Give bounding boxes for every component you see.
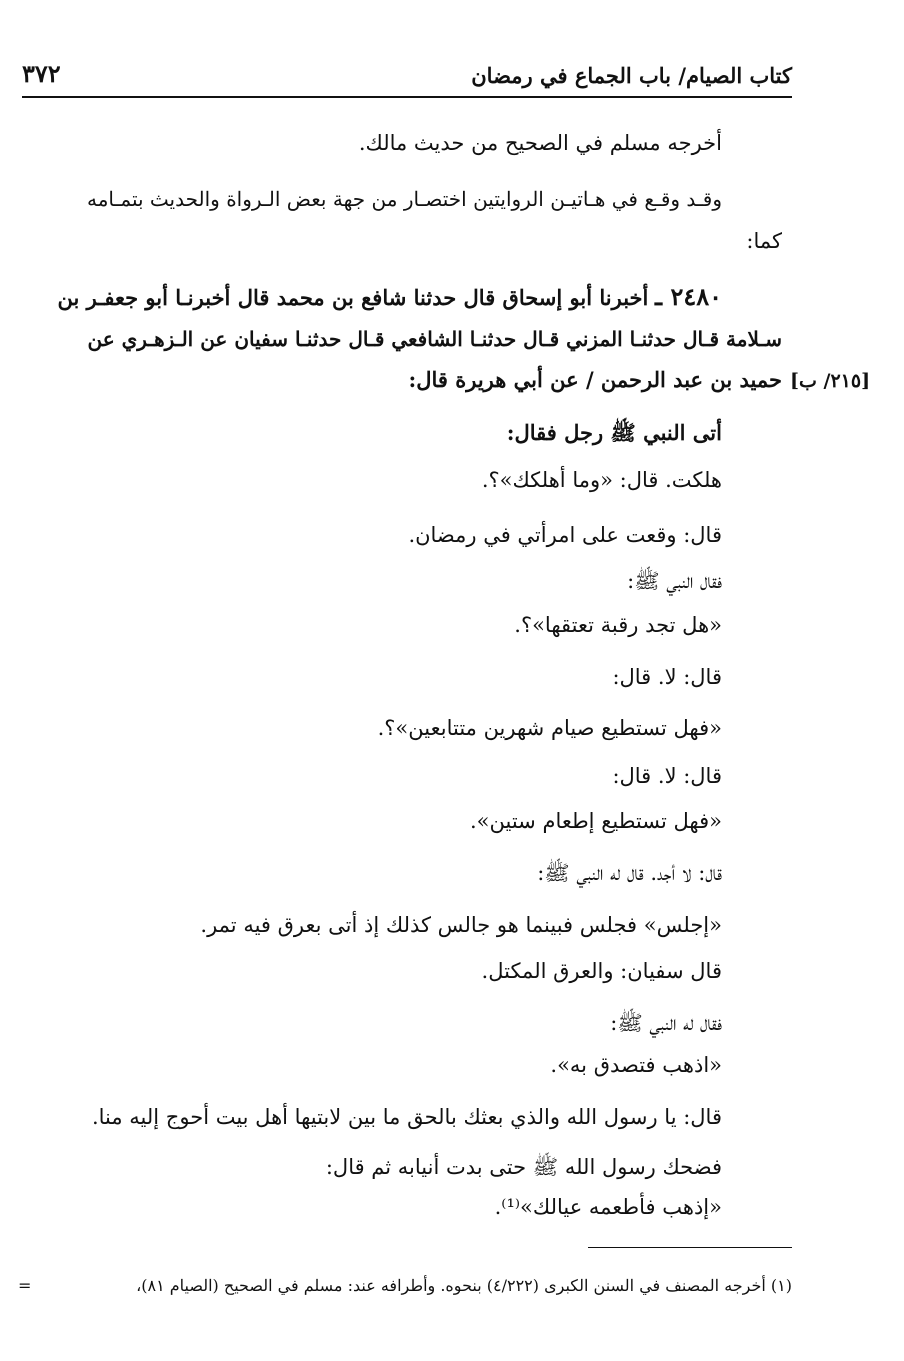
body-line: قال: وقعت على امرأتي في رمضان. [408,523,722,547]
body-line: قال سفيان: والعرق المكتل. [481,959,722,983]
body-line: «فهل تستطيع صيام شهرين متتابعين»؟. [377,716,722,740]
page-header [22,55,792,95]
body-line: «فهل تستطيع إطعام ستين». [469,809,722,833]
intro-line-2: وقـد وقـع في هـاتيـن الروايتين اختصـار من جهة بعض الـرواة والحديث بتمـامه [87,187,722,211]
intro-line-1: أخرجه مسلم في الصحيح من حديث مالك. [358,131,722,155]
header-divider [22,96,792,98]
manuscript-folio-note: [٢١٥/ ب] [790,370,871,392]
body-line: فقال النبي ﷺ: [627,569,722,593]
footnote-divider [588,1247,792,1248]
body-line: «هل تجد رقبة تعتقها»؟. [514,613,722,637]
hadith-number: ٢٤٨٠ ـ [655,282,722,311]
body-line: «إجلس» فجلس فبينما هو جالس كذلك إذ أتى بعرق فيه تمر. [200,913,722,937]
intro-line-3: كما: [746,229,782,253]
hadith-isnad-line-3: حميد بن عبد الرحمن / عن أبي هريرة قال: [408,367,782,392]
body-line: أتى النبي ﷺ رجل فقال: [506,420,722,445]
footnote-continuation-mark: = [18,1276,32,1295]
page-number: ٣٧٢ [22,59,61,88]
isnad-text-1: أخبرنا أبو إسحاق قال حدثنا شافع بن محمد قال أخبرنـا أبو جعفـر بن [57,285,649,310]
body-line: قال: لا. قال: [612,665,722,689]
body-line: فضحك رسول الله ﷺ حتى بدت أنيابه ثم قال: [325,1155,722,1179]
running-title: كتاب الصيام/ باب الجماع في رمضان [471,63,792,88]
footnote: (١) أخرجه المصنف في السنن الكبرى (٤/٢٢٢) بنحوه. وأطرافه عند: مسلم في الصحيح (الصيام ٨١)، [136,1276,792,1295]
body-line: قال: لا أجد. قال له النبي ﷺ: [537,861,722,885]
body-line: قال: لا. قال: [612,764,722,788]
body-line: هلكت. قال: «وما أهلكك»؟. [481,468,722,492]
body-line: «اذهب فتصدق به». [550,1053,722,1077]
body-line: قال: يا رسول الله والذي بعثك بالحق ما بين لابتيها أهل بيت أحوج إليه منا. [91,1105,722,1129]
hadith-isnad-line-2: سـلامة قـال حدثنـا المزني قـال حدثنـا الشافعي قـال حدثنـا سفيان عن الـزهـري عن [87,327,782,351]
body-line: فقال له النبي ﷺ: [610,1011,722,1035]
body-line: «إذهب فأطعمه عيالك»⁽¹⁾. [494,1195,722,1219]
hadith-isnad-line-1 [57,282,722,313]
